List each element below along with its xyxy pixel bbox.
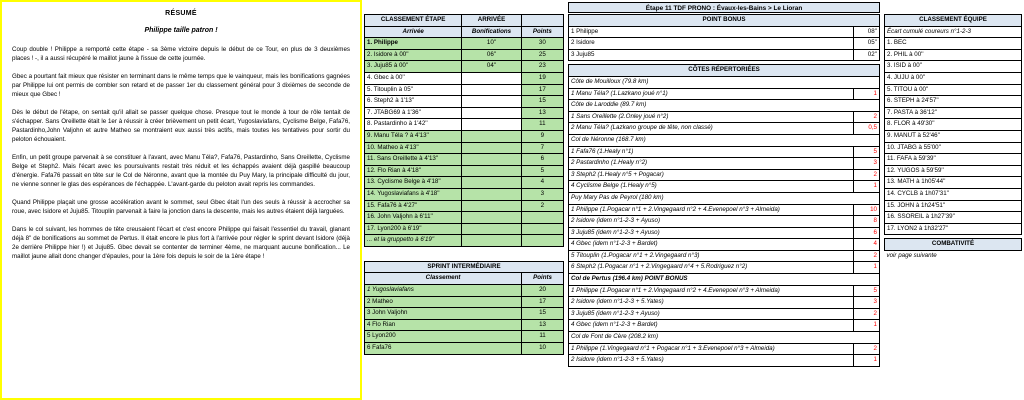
rider-name: 6 Fafa76: [365, 343, 522, 355]
points: 4: [521, 177, 563, 189]
rider-name: 10. Matheo à 4'13'': [365, 142, 462, 154]
rider-name: 17. Lyon200 à 6'19'': [365, 223, 462, 235]
table-row: [569, 181, 880, 193]
points: 5: [854, 285, 880, 297]
team-name: 14. CYCLB à 1h07'31'': [885, 188, 1022, 200]
points: 5: [521, 165, 563, 177]
points: 1: [854, 181, 880, 193]
cote-name: Col de Néronne (168.7 km): [569, 134, 880, 146]
cote-header-row: [569, 134, 880, 146]
rider-entry: 2 Isidore (idem n°1-2-3 + 5.Yates): [569, 297, 854, 309]
cote-name: Col de Font de Cère (208.2 km): [569, 332, 880, 344]
table-row: [885, 212, 1022, 224]
rider-name: ... et la gruppetto à 6'19'': [365, 235, 462, 247]
table-row: [885, 96, 1022, 108]
points: 30: [521, 38, 563, 50]
arrivee-title: ARRIVÉE: [462, 15, 521, 27]
points: 20: [522, 285, 564, 297]
bonification: 08'': [854, 26, 880, 38]
rider-name: 4 Flo Rian: [365, 319, 522, 331]
points: 17: [522, 296, 564, 308]
classement-equipe-title: CLASSEMENT ÉQUIPE: [885, 15, 1022, 27]
table-row: [365, 61, 564, 73]
rider-name: 3 John Valjohn: [365, 308, 522, 320]
rider-entry: 1 Manu Téla? (1.Lazkano joué n°1): [569, 88, 854, 100]
rider-entry: 6 Steph2 (1.Pogacar n°1 + 2.Vingegaard n°4 + 5.Rodriguez n°2): [569, 262, 854, 274]
team-name: 16. SSOREIL à 1h27'39'': [885, 212, 1022, 224]
rider-entry: 1 Fafa76 (1.Healy n°1): [569, 146, 854, 158]
rider-name: 12. Flo Rian à 4'18'': [365, 165, 462, 177]
points: 3: [854, 158, 880, 170]
points: 15: [522, 308, 564, 320]
table-row: [885, 142, 1022, 154]
rider-entry: 2 Manu Téla? (Lazkano groupe de tête, non classé): [569, 123, 854, 135]
cote-name: Côte de Mouilloux (79.8 km): [569, 76, 880, 88]
table-row: [569, 158, 880, 170]
table-row: [365, 285, 564, 297]
points: 6: [854, 227, 880, 239]
table-row: [885, 61, 1022, 73]
resume-subtitle: Philippe taille patron !: [144, 27, 218, 34]
points: 1: [854, 88, 880, 100]
bonification: [462, 119, 521, 131]
table-row: [885, 177, 1022, 189]
bonification: [462, 84, 521, 96]
table-row: [365, 188, 564, 200]
table-row: [885, 38, 1022, 50]
classement-etape-table: [364, 14, 564, 247]
table-row: [365, 49, 564, 61]
table-row: [365, 72, 564, 84]
tables-panel: [362, 0, 1024, 400]
table-row: [569, 216, 880, 228]
points: 13: [522, 319, 564, 331]
resume-title: RÉSUMÉ: [165, 10, 197, 17]
team-name: 10. JTABG à 55'00'': [885, 142, 1022, 154]
points: 13: [521, 107, 563, 119]
cote-name: Côte de Laroddie (89.7 km): [569, 100, 880, 112]
bonification: [462, 154, 521, 166]
cote-header-row: [569, 76, 880, 88]
sprint-title: SPRINT INTERMÉDIAIRE: [365, 261, 564, 273]
rider-entry: 2 Isidore (idem n°1-2-3 + 5.Yates): [569, 355, 854, 367]
table-row: [569, 239, 880, 251]
team-name: 15. JOHN à 1h24'51'': [885, 200, 1022, 212]
sprint-intermediaire-table: [364, 261, 564, 355]
points: [521, 235, 563, 247]
rider-entry: 4 Gbec (idem n°1-2-3 + Bardet): [569, 320, 854, 332]
points: 15: [521, 96, 563, 108]
points: 9: [521, 130, 563, 142]
table-row: [365, 212, 564, 224]
team-name: 3. ISID à 00'': [885, 61, 1022, 73]
resume-paragraph: Dès le début de l'étape, on sentait qu'il allait se passer quelque chose. Presque tout le monde à tour de rôle tentait de s'échapper. Sans Oreillette était le 1er à réussir à créer brièvement un petit écart, Yugoslaviafans, Cyclisme Belge, Fafa76, Pastardinho,John Valjohn et autre Matheo se montraient eux aussi très actifs, mais toutes les tentatives pour sortir du peloton échouaient.: [12, 108, 350, 143]
bonification: [462, 200, 521, 212]
points: 2: [854, 343, 880, 355]
table-row: [885, 223, 1022, 235]
table-row: [885, 72, 1022, 84]
rider-name: 15. Fafa76 à 4'27'': [365, 200, 462, 212]
table-row: [569, 38, 880, 50]
team-name: 8. FLOR à 49'30'': [885, 119, 1022, 131]
cotes-repertoriees-table: [568, 64, 880, 366]
rider-entry: 4 Cyclisme Belge (1.Healy n°5): [569, 181, 854, 193]
rider-name: 5 Lyon200: [365, 331, 522, 343]
combativite-title: COMBATIVITÉ: [885, 239, 1022, 251]
cote-name: Col de Pertus (196.4 km) POINT BONUS: [569, 274, 880, 286]
table-row: [569, 285, 880, 297]
table-row: [365, 223, 564, 235]
stage-results-column: [364, 14, 564, 355]
points: 1: [854, 262, 880, 274]
col-bonifications: Bonifications: [462, 26, 521, 38]
resume-paragraph: Gbec a pourtant fait mieux que résister en terminant dans le même temps que le vainqueur, mais les bonifications gagnées par Philippe lui ont permis de combler son retard et de passer 1er du classement général pour 3 dixièmes de seconde de mieux que Gbec !: [12, 72, 350, 98]
points: 10: [854, 204, 880, 216]
table-row: [569, 26, 880, 38]
points: 2: [854, 111, 880, 123]
table-row: [885, 165, 1022, 177]
team-name: 12. YUGOS à 59'59'': [885, 165, 1022, 177]
rider-name: 14. Yugoslaviafans à 4'18'': [365, 188, 462, 200]
table-row: [365, 296, 564, 308]
rider-name: 9. Manu Téla ? à 4'13'': [365, 130, 462, 142]
points: [521, 223, 563, 235]
points: 2: [854, 250, 880, 262]
team-name: 11. FAFA à 59'39'': [885, 154, 1022, 166]
points: 4: [854, 239, 880, 251]
rider-entry: 1 Philippe (1.Pogacar n°1 + 2.Vingegaard n°2 + 4.Evenepoel n°3 + Almeida): [569, 285, 854, 297]
table-row: [365, 119, 564, 131]
points: 25: [521, 49, 563, 61]
points: 3: [854, 297, 880, 309]
table-row: [569, 250, 880, 262]
table-row: [365, 96, 564, 108]
points: 19: [521, 72, 563, 84]
rider-entry: 1 Philippe (1.Pogacar n°1 + 2.Vingegaard n°2 + 4.Evenepoel n°3 + Almeida): [569, 204, 854, 216]
bonification: 05'': [854, 38, 880, 50]
classement-equipe-table: [884, 14, 1022, 235]
table-row: [569, 49, 880, 61]
resume-panel: [0, 0, 362, 400]
cotes-title: CÔTES RÉPERTORIÉES: [569, 65, 880, 77]
points: 11: [522, 331, 564, 343]
bonification: 02'': [854, 49, 880, 61]
table-row: [885, 107, 1022, 119]
table-row: [885, 49, 1022, 61]
table-row: [569, 343, 880, 355]
bonification: [462, 130, 521, 142]
bonification: [462, 72, 521, 84]
stage-header: Étape 11 TDF PRONO : Évaux-les-Bains > Le Lioran: [568, 2, 880, 13]
classement-equipe-subtitle: Écart cumulé coureurs n°1-2-3: [885, 26, 1022, 38]
resume-paragraph: Enfin, un petit groupe parvenait à se constituer à l'avant, avec Manu Téla?, Fafa76, Pastardinho, Sans Oreillette, Cyclisme Belge et Steph2. Mais l'écart avec les poursuivants restait très réduit et les échappés avaient déjà gaspillé beaucoup d'énergie. Fafa76 passait en tête sur le Col de Néronne, avant que la montée du Puy Mary, la principale difficulté du jour, ne vienne sonner le glas des espérances de l'échappée. L'avant-garde du peloton avait repris les commandes.: [12, 153, 350, 188]
table-row: [569, 146, 880, 158]
bonification: [462, 177, 521, 189]
rider-entry: 2 Pastardinho (1.Healy n°2): [569, 158, 854, 170]
rider-entry: 2 Isidore (idem n°1-2-3 + Ayuso): [569, 216, 854, 228]
bonification: [462, 188, 521, 200]
points: [521, 212, 563, 224]
points: 7: [521, 142, 563, 154]
table-row: [365, 319, 564, 331]
points: 10: [522, 343, 564, 355]
rider-name: 13. Cyclisme Belge à 4'18'': [365, 177, 462, 189]
table-row: [569, 111, 880, 123]
table-row: [885, 130, 1022, 142]
points: 2: [854, 308, 880, 320]
team-name: 4. JUJU à 00'': [885, 72, 1022, 84]
points: 6: [521, 154, 563, 166]
team-name: 6. STEPH à 24'57'': [885, 96, 1022, 108]
bonification: 06'': [462, 49, 521, 61]
rider-name: 1 Philippe: [569, 26, 854, 38]
points: 0,5: [854, 123, 880, 135]
rider-name: 2 Isidore: [569, 38, 854, 50]
resume-paragraph: Quand Philippe plaçait une grosse accélération avant le sommet, seul Gbec était l'un des seuls à réussir à accrocher sa roue, avec Isidore et Juju85. Titouplin parvenait à faire la jonction dans la descente, mais les autres étaient déjà larguées.: [12, 198, 350, 215]
point-bonus-title: POINT BONUS: [569, 15, 880, 27]
rider-name: 1. Philippe: [365, 38, 462, 50]
resume-paragraph: Dans le col suivant, les hommes de tête creusaient l'écart et c'est encore Philippe qui faisait l'essentiel du travail, glanant déjà 8'' de bonifications au sommet de Pertus. Il était encore le plus fort à l'arrivée pour régler le sprint devant Isidore (déjà 2e derrière Philippe hier !) et Juju85. Gbec devait se contenter de terminer 4ème, ne marquant aucune bonification... Le maillot jaune allait donc changer d'épaules, pour la 1ère fois depuis le soir de la 1ère étape !: [12, 225, 350, 260]
points: 5: [854, 146, 880, 158]
cote-name: Puy Mary Pas de Peyrol (180 km): [569, 192, 880, 204]
table-row: [569, 123, 880, 135]
rider-entry: 3 Juju85 (idem n°1-2-3 + Ayuso): [569, 308, 854, 320]
bonification: [462, 165, 521, 177]
table-row: [885, 200, 1022, 212]
points: 11: [521, 119, 563, 131]
points: 17: [521, 84, 563, 96]
rider-name: 3 Juju85: [569, 49, 854, 61]
table-row: [885, 84, 1022, 96]
table-row: [365, 130, 564, 142]
table-row: [365, 107, 564, 119]
combativite-note: voir page suivante: [886, 251, 937, 259]
table-row: [365, 200, 564, 212]
points: 1: [854, 320, 880, 332]
rider-entry: 1 Philippe (1.Vingegaard n°1 + Pogacar n°1 + 3.Evenepoel n°3 + Almeida): [569, 343, 854, 355]
rider-name: 7. JTABG69 à 1'36'': [365, 107, 462, 119]
table-row: [365, 165, 564, 177]
table-row: [365, 331, 564, 343]
team-name: 17. LYON2 à 1h32'27'': [885, 223, 1022, 235]
points: 2: [854, 169, 880, 181]
cote-header-row: [569, 100, 880, 112]
rider-name: 2. Isidore à 00'': [365, 49, 462, 61]
rider-name: 2 Matheo: [365, 296, 522, 308]
bonification: [462, 223, 521, 235]
table-row: [365, 84, 564, 96]
bonification: 10'': [462, 38, 521, 50]
table-row: [885, 154, 1022, 166]
team-name: 7. PASTA à 36'12'': [885, 107, 1022, 119]
rider-name: 11. Sans Oreillette à 4'13'': [365, 154, 462, 166]
table-row: [365, 235, 564, 247]
rider-entry: 3 Steph2 (1.Healy n°5 + Pogacar): [569, 169, 854, 181]
rider-name: 8. Pastardinho à 1'42'': [365, 119, 462, 131]
table-row: [365, 177, 564, 189]
col-points: Points: [521, 26, 563, 38]
rider-name: 5. Titouplin à 05'': [365, 84, 462, 96]
team-name: 9. MANUT à 52'46'': [885, 130, 1022, 142]
rider-name: 4. Gbec à 00'': [365, 72, 462, 84]
cote-header-row: [569, 332, 880, 344]
bonification: 04'': [462, 61, 521, 73]
bonification: [462, 142, 521, 154]
table-row: [569, 297, 880, 309]
table-row: [569, 320, 880, 332]
sprint-col-points: Points: [522, 273, 564, 285]
bonification: [462, 96, 521, 108]
rider-name: 1 Yugoslaviafans: [365, 285, 522, 297]
points: 8: [854, 216, 880, 228]
points: 2: [521, 200, 563, 212]
team-name: 1. BEC: [885, 38, 1022, 50]
cote-header-row: [569, 274, 880, 286]
table-row: [569, 262, 880, 274]
points: 3: [521, 188, 563, 200]
rider-name: 16. John Valjohn à 6'11'': [365, 212, 462, 224]
rider-entry: 5 Titouplin (1.Pogacar n°1 + 2.Vingegaard n°3): [569, 250, 854, 262]
table-row: [365, 343, 564, 355]
points: 23: [521, 61, 563, 73]
bonification: [462, 212, 521, 224]
bonification: [462, 235, 521, 247]
table-row: [569, 355, 880, 367]
bonus-cotes-column: [568, 14, 880, 367]
bonification: [462, 107, 521, 119]
combativite-table: [884, 238, 1022, 261]
points: 1: [854, 355, 880, 367]
rider-name: 6. Steph2 à 1'13'': [365, 96, 462, 108]
team-name: 13. MATH à 1h05'44'': [885, 177, 1022, 189]
resume-paragraph: Coup double ! Philippe a remporté cette étape - sa 3ème victoire depuis le début de ce Tour, en plus de 3 deuxièmes places ! -, il a aussi récupéré le maillot jaune à l'issue de cette journée.: [12, 46, 350, 62]
table-row: [569, 308, 880, 320]
table-row: [365, 38, 564, 50]
table-row: [569, 204, 880, 216]
table-row: [365, 154, 564, 166]
table-row: [365, 308, 564, 320]
table-row: [365, 142, 564, 154]
team-name: 5. TITOU à 00'': [885, 84, 1022, 96]
cote-header-row: [569, 192, 880, 204]
sprint-col-classement: Classement: [365, 273, 522, 285]
col-arrivee: Arrivée: [365, 26, 462, 38]
rider-name: 3. Juju85 à 00'': [365, 61, 462, 73]
point-bonus-table: [568, 14, 880, 61]
table-row: [569, 227, 880, 239]
rider-entry: 1 Sans Oreillette (2.Onley joué n°2): [569, 111, 854, 123]
table-row: [569, 88, 880, 100]
team-column: [884, 14, 1022, 261]
team-name: 2. PHIL à 00'': [885, 49, 1022, 61]
table-row: [885, 119, 1022, 131]
classement-etape-title: CLASSEMENT ÉTAPE: [365, 15, 462, 27]
rider-entry: 4 Gbec (idem n°1-2-3 + Bardet): [569, 239, 854, 251]
table-row: [885, 188, 1022, 200]
table-row: [569, 169, 880, 181]
rider-entry: 3 Juju85 (idem n°1-2-3 + Ayuso): [569, 227, 854, 239]
